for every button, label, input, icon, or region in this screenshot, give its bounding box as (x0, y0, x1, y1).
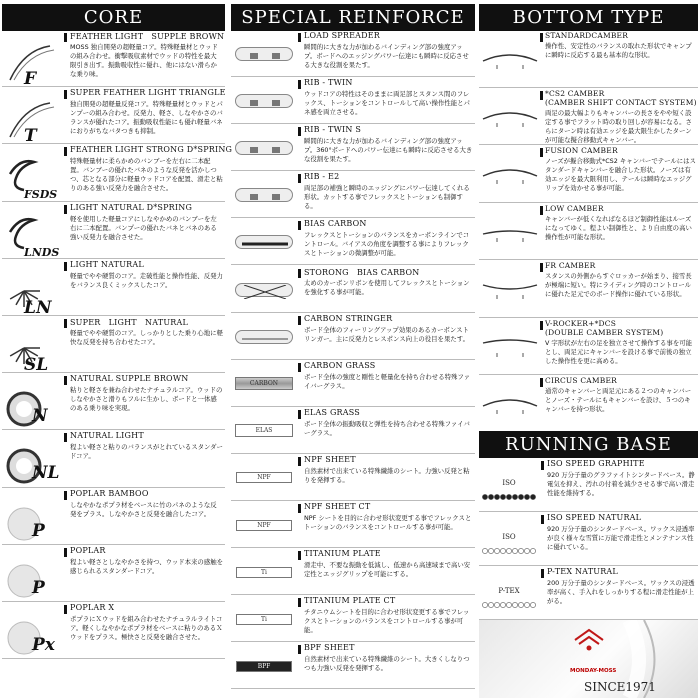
bottom-item (479, 88, 698, 146)
camber-profile-icon (481, 36, 539, 76)
core-logo-graphic (4, 440, 60, 488)
title-marker (540, 206, 543, 215)
reinforce-column (231, 4, 475, 673)
title-marker (298, 598, 301, 607)
core-logo-graphic (4, 40, 60, 88)
reinforce-icon (233, 505, 295, 545)
title-marker (298, 410, 301, 419)
bottom-desc: 操作性、安定性のバランスの取れた形状でキャンプに瞬時に反応する最も基本的な形状。 (545, 42, 692, 59)
bottom-subtitle: (CAMBER SHIFT CONTACT SYSTEM) (545, 97, 697, 107)
core-header: CORE (2, 4, 225, 31)
title-marker (541, 515, 544, 524)
base-header: RUNNING BASE (479, 431, 698, 458)
reinforce-icon (233, 646, 295, 686)
svg-text:Px: Px (32, 635, 55, 655)
bottom-column (479, 4, 698, 413)
title-marker (64, 605, 67, 614)
bottom-item (479, 30, 698, 88)
camber-profile-icon (481, 381, 539, 421)
reinforce-header: SPECIAL REINFORCE (231, 4, 475, 31)
bottom-title: LOW CAMBER (545, 203, 604, 213)
core-logo-graphic (4, 97, 60, 145)
title-marker (298, 221, 301, 230)
title-marker (540, 378, 543, 387)
bottom-item (479, 260, 698, 318)
core-logo-icon (4, 208, 60, 264)
core-logo-icon (4, 551, 60, 607)
core-logo-graphic (4, 269, 60, 317)
reinforce-item (231, 454, 475, 501)
core-title: LIGHT NATURAL (70, 259, 144, 269)
reinforce-icon (233, 599, 295, 639)
base-item (479, 566, 698, 620)
reinforce-desc: 自然素材で出来ている特殊繊維のシート。力強い反発と粘りを発揮する。 (304, 466, 470, 484)
core-logo-graphic (4, 154, 60, 202)
bottom-title: CIRCUS CAMBER (545, 376, 617, 385)
title-marker (298, 363, 301, 372)
snowboard-icon (235, 141, 293, 155)
core-desc: 軽を使用した軽量コアにしなやかめのバンブーを左右に二本配置。バンプーの優れたバネとバネのある強い反発力を融合させた。 (70, 214, 217, 241)
reinforce-desc: ボード全体のフィーリングアップ効果のあるカーボンストリンガー。主に反発力とレスポンス向上の役目を果たす。 (304, 325, 470, 343)
core-item (2, 87, 225, 144)
title-marker (298, 33, 301, 42)
bottom-title: *CS2 CAMBER (545, 88, 605, 98)
core-column (2, 4, 233, 655)
reinforce-item (231, 171, 475, 218)
snowboard-icon (235, 330, 293, 344)
snowboard-icon (235, 94, 293, 108)
bottom-desc: ノーズが擬合移動式*CS2 キャンバーでテールにはスタンダードキャンバーを融合した形状。ノーズは有効エッジを最大限利用し、テールは瞬時なエッジグリップを効かせる事が可能。 (545, 157, 696, 192)
title-marker (64, 433, 67, 442)
base-item (479, 458, 698, 512)
reinforce-item (231, 407, 475, 454)
bottom-item (479, 318, 698, 376)
base-title: ISO SPEED GRAPHITE (547, 459, 645, 468)
reinforce-icon (233, 34, 295, 74)
core-item (2, 602, 225, 659)
reinforce-icon (233, 411, 295, 451)
base-title: ISO SPEED NATURAL (547, 513, 642, 522)
material-plate-icon: NPF (236, 472, 292, 483)
camber-profile-icon (481, 94, 539, 134)
reinforce-desc: 瞬間的に大きな力が加わるバインディング部の強度アップ。ボードへのエッジングパワー伝達にも瞬時に反応させる大きな役割を果たす。 (304, 43, 469, 69)
reinforce-desc: 太めのカーボンリボンを使用してフレックスとトーションを強化する事が可能。 (304, 278, 470, 296)
reinforce-item (231, 360, 475, 407)
material-plate-icon: CARBON (235, 377, 293, 390)
title-marker (298, 504, 301, 513)
reinforce-icon (233, 552, 295, 592)
core-desc: 独自開発の超軽量反発コア。特殊軽量材とウッドとパンプーの組み合わせ。反発力、軽さ、しなやかさのバランスが優れたコア。振動吸収性能にも優れ軽量バネにおりがちなバタつきも抑制。 (70, 100, 223, 136)
reinforce-title: BIAS CARBON (304, 219, 367, 229)
reinforce-title: RIB - TWIN (304, 78, 353, 88)
bottom-title: STANDARDCAMBER (545, 31, 629, 40)
bottom-desc: スタンスの外側からすぐロッカーが始まり、接雪長が極端に短い。特にライディング時のコントロールに優れた足元でのボード操作に優れている形状。 (545, 272, 692, 298)
reinforce-title: LOAD SPREADER (304, 31, 380, 40)
core-logo-icon (4, 379, 60, 435)
material-plate-icon: Ti (236, 567, 292, 578)
bottom-item (479, 145, 698, 203)
reinforce-icon (233, 175, 295, 215)
reinforce-title: CARBON STRINGER (304, 313, 393, 323)
reinforce-title: TITANIUM PLATE (304, 549, 381, 559)
base-tag: P-TEX (498, 586, 520, 595)
core-desc: 程よい軽さと粘りのバランスがとれているスタンダードコア。 (70, 443, 223, 461)
core-desc: ポプラにＸウッドを組み合わせたナチュラルライトコア。軽くしなやかなポプラ材をベースに粘りのあるＸウッドをプラス。極快さと反発を融合させた。 (70, 615, 223, 641)
title-marker (540, 91, 543, 100)
reinforce-icon (233, 81, 295, 121)
core-logo-icon (4, 436, 60, 492)
title-marker (298, 645, 301, 654)
material-plate-icon: ELAS (235, 424, 293, 437)
core-logo-graphic (4, 212, 60, 260)
bottom-desc: キャンバーが低くなればなるほど制御性能はルーズになってゆく。程よい制御性と、より自由度の高い操作性が可能な形状。 (545, 214, 692, 241)
snowboard-icon (235, 283, 293, 297)
title-marker (298, 457, 301, 466)
reinforce-item (231, 30, 475, 77)
base-texture-icon (481, 487, 537, 506)
reinforce-desc: フレックスとトーションのバランスをカーボンラインでコントロール。バイアスの角度を調整する事によりフレックスとトーションの微調整が可能。 (304, 231, 470, 258)
core-item (2, 259, 225, 316)
svg-text:FSDS: FSDS (24, 188, 58, 202)
reinforce-icon (233, 222, 295, 262)
reinforce-desc: チタニウムシートを目的に合わせ形状変更する事でフレックスとトーションのバランスをコントロールする事が可能。 (304, 608, 470, 635)
bottom-desc: 通常のキャンバーと両足元にある２つのキャンバーとノーズ・テールにもキャンバーを設け、５つのキャンバーを持つ形状。 (545, 387, 692, 413)
bottom-item (479, 203, 698, 261)
core-item (2, 430, 225, 487)
reinforce-desc: 両足部の補強と瞬時のエッジングにパワー伝達してくれる形状。カットする事でフレックスとトーションも制御する。 (304, 184, 470, 211)
core-logo-icon (4, 322, 60, 378)
reinforce-title: NPF SHEET (304, 454, 356, 464)
camber-profile-icon (481, 324, 539, 364)
core-desc: 粘りと軽さを兼ね合わせたナチュラルコア。ウッドのしなやかさと滑りもフルに生かし、ボードと一体感のある乗り味を実現。 (70, 386, 223, 413)
core-logo-icon (4, 494, 60, 550)
svg-text:LN: LN (24, 297, 52, 317)
snowboard-icon (235, 188, 293, 202)
base-texture-icon (481, 541, 537, 560)
snowboard-icon (235, 235, 293, 249)
reinforce-title: CARBON GRASS (304, 360, 376, 370)
svg-text:SL: SL (24, 355, 49, 374)
bottom-desc: 両足の最大幅よりもキャンバーの長さをやや短く設定する事でフラット時の取り回しが容易になる。さらにターン時は有効エッジを最大限生かしたターンが可能な擬合移動式キャンバー。 (545, 108, 692, 144)
bottom-title: FUSION CAMBER (545, 146, 618, 155)
reinforce-icon (233, 364, 295, 404)
bottom-subtitle: (DOUBLE CAMBER SYSTEM) (545, 327, 664, 337)
title-marker (298, 269, 301, 278)
bottom-title: FR CAMBER (545, 261, 596, 270)
title-marker (540, 33, 543, 42)
reinforce-title: BPF SHEET (304, 643, 355, 653)
reinforce-desc: 滑走中、不要な振動を低減し、低速から高速域まで高い安定性とエッジグリップを可能にする。 (304, 561, 471, 579)
bottom-header: BOTTOM TYPE (479, 4, 698, 31)
reinforce-desc: ウッドコアの特性はそのままに両足部とスタンス間のフレックス、トーションをコントロールして高い操作性能とパネ感を両立させる。 (304, 90, 470, 117)
base-texture-icon (481, 595, 537, 614)
base-tag: ISO (502, 532, 516, 541)
reinforce-icon (233, 128, 295, 168)
core-title: SUPER FEATHER LIGHT TRIANGLE (70, 88, 226, 98)
reinforce-title: ELAS GRASS (304, 407, 360, 417)
base-title: P-TEX NATURAL (547, 567, 618, 576)
title-marker (64, 491, 67, 500)
brand-since: SINCE1971 (584, 680, 656, 694)
svg-text:NL: NL (32, 463, 60, 484)
core-logo-graphic (4, 498, 60, 546)
reinforce-item (231, 124, 475, 171)
core-title: FEATHER LIGHT SUPPLE BROWN (70, 32, 225, 41)
reinforce-desc: 自然素材で出来ている特殊繊維のシート。大きくしなりつつも力強い反発を発揮する。 (304, 655, 470, 673)
svg-text:N: N (32, 406, 48, 427)
core-item (2, 202, 225, 259)
reinforce-icon (233, 270, 295, 310)
reinforce-item (231, 642, 475, 689)
reinforce-item (231, 595, 475, 642)
title-marker (298, 80, 301, 89)
title-marker (540, 321, 543, 330)
core-desc: 程よい軽さとしなやかさを持つ、ウッド本来の感触を感じられるスタンダードコア。 (70, 557, 223, 575)
core-desc: MOSS 独自開発の超軽量コア。特殊軽量材とウッドの組み合わせ。衝撃吸収素材でウッドの特性を最大限引き出す。振動吸収性に優れ、他にはない滑らかな乗り味。 (70, 43, 218, 78)
core-title: LIGHT NATURAL D*SPRING (70, 202, 193, 212)
title-marker (298, 127, 301, 136)
title-marker (298, 174, 301, 183)
svg-text:LNDS: LNDS (24, 245, 60, 259)
title-marker (64, 90, 67, 99)
core-title: POPLAR (70, 545, 106, 555)
camber-profile-icon (481, 266, 539, 306)
reinforce-icon (233, 458, 295, 498)
reinforce-desc: ボード全体の強度と剛性と軽量化を持ち合わせる特殊ファイバーグラス。 (304, 372, 471, 390)
reinforce-title: TITANIUM PLATE CT (304, 596, 396, 606)
reinforce-title: NPF SHEET CT (304, 502, 371, 511)
core-logo-icon (4, 608, 60, 664)
core-title: POPLAR BAMBOO (70, 488, 149, 498)
core-logo-icon (4, 150, 60, 206)
material-plate-icon: BPF (236, 661, 292, 672)
core-desc: 特殊軽量材に柔らかめのバンブーを左右に二本配置。バンブーの優れたバネのような反発を活かしつつ、芯となる部分に軽量ウッドコアを配置、滑走と粘りのある強い反発力を融合させた。 (70, 157, 223, 193)
core-item (2, 144, 233, 202)
core-item (2, 30, 225, 87)
base-item (479, 512, 698, 566)
reinforce-item (231, 501, 475, 548)
reinforce-title: STORONG BIAS CARBON (304, 267, 420, 277)
core-logo-icon (4, 265, 60, 321)
title-marker (541, 461, 544, 470)
core-desc: しなやかなポプラ材をベースに竹のパネのような反発をプラス。しなやかさと反発を融合したコア。 (70, 500, 217, 518)
reinforce-title: RIB - TWIN S (304, 125, 361, 135)
svg-text:T: T (24, 126, 37, 146)
camber-profile-icon (481, 151, 539, 191)
title-marker (64, 548, 67, 557)
title-marker (64, 376, 67, 385)
reinforce-item (231, 548, 475, 595)
material-plate-icon: NPF (236, 520, 292, 531)
reinforce-item (231, 218, 475, 265)
title-marker (540, 148, 543, 157)
title-marker (64, 205, 67, 214)
core-logo-graphic (4, 555, 60, 603)
core-logo-icon (4, 36, 60, 92)
svg-text:P: P (32, 520, 45, 541)
reinforce-item (231, 313, 475, 360)
base-desc: 920 万分子量のシンタードベース。ワックス浸透率が良く様々な雪質に万能で滑走性とメンテナンス性に優れている。 (547, 525, 695, 551)
camber-profile-icon (481, 209, 539, 249)
core-title: POPLAR X (70, 603, 115, 612)
core-item (2, 373, 225, 430)
core-desc: 軽量でやや硬質のコア。しっかりとした乗り心地に軽快な反発を持ち合わせたコア。 (70, 329, 223, 346)
brand-logo-icon (575, 630, 603, 651)
core-logo-graphic (4, 612, 60, 660)
core-item (2, 488, 225, 545)
core-desc: 軽量でやや硬質のコア。走破性能と操作性能、反発力をバランス良くミックスしたコア。 (70, 271, 223, 289)
core-item (2, 545, 225, 602)
core-logo-icon (4, 93, 60, 149)
base-desc: 200 万分子量のシンタードベース。ワックスの浸透率が高く、手入れをしっかりする程に滑走性能が上がる。 (547, 579, 695, 605)
snowboard-icon (235, 47, 293, 61)
svg-text:F: F (24, 69, 37, 88)
bottom-desc: V 字形状が左右の足を独立させて操作する事を可能とし、両足元にキャンバーを設ける事で前後の独立した操作性を更に高める。 (545, 338, 692, 365)
core-logo-graphic (4, 326, 60, 374)
title-marker (64, 262, 67, 271)
title-marker (64, 33, 67, 42)
title-marker (64, 319, 67, 328)
core-title: SUPER LIGHT NATURAL (70, 318, 188, 327)
reinforce-desc: ボード全体の振動吸収と弾性を持ち合わせる特殊ファイバーグラス。 (304, 419, 470, 437)
brand-name: MONDAY-MOSS (570, 668, 617, 674)
core-title: NATURAL SUPPLE BROWN (70, 374, 189, 384)
reinforce-item (231, 77, 475, 124)
base-desc: 920 万分子量のグラファイトシンタードベース。静電気を抑え、汚れの付着を減少させる事で高い滑走性能を維持する。 (547, 471, 695, 497)
title-marker (298, 551, 301, 560)
title-marker (298, 316, 301, 325)
material-plate-icon: Ti (236, 614, 292, 625)
core-title: NATURAL LIGHT (70, 431, 144, 441)
core-title: FEATHER LIGHT STRONG D*SPRING (70, 145, 233, 155)
bottom-item (479, 375, 698, 433)
base-tag: ISO (502, 478, 516, 487)
bottom-title: V-ROCKER+*DCS (545, 318, 617, 328)
title-marker (541, 569, 544, 578)
core-logo-graphic (4, 383, 60, 431)
title-marker (540, 263, 543, 272)
reinforce-item (231, 266, 475, 313)
reinforce-desc: NPF シートを目的に合わせ形状変更する事でフレックスとトーションのバランスをコントロールする事が可能。 (304, 514, 472, 531)
reinforce-icon (233, 317, 295, 357)
core-item (2, 316, 225, 373)
svg-text:P: P (32, 577, 45, 598)
title-marker (64, 147, 67, 156)
reinforce-title: RIB - E2 (304, 172, 340, 182)
reinforce-desc: 瞬間的に大きな力が加わるバインディング部の強度アップ。360°ボードへのパワー伝達にも瞬時に反応させる大きな役割を果たす。 (304, 137, 473, 164)
